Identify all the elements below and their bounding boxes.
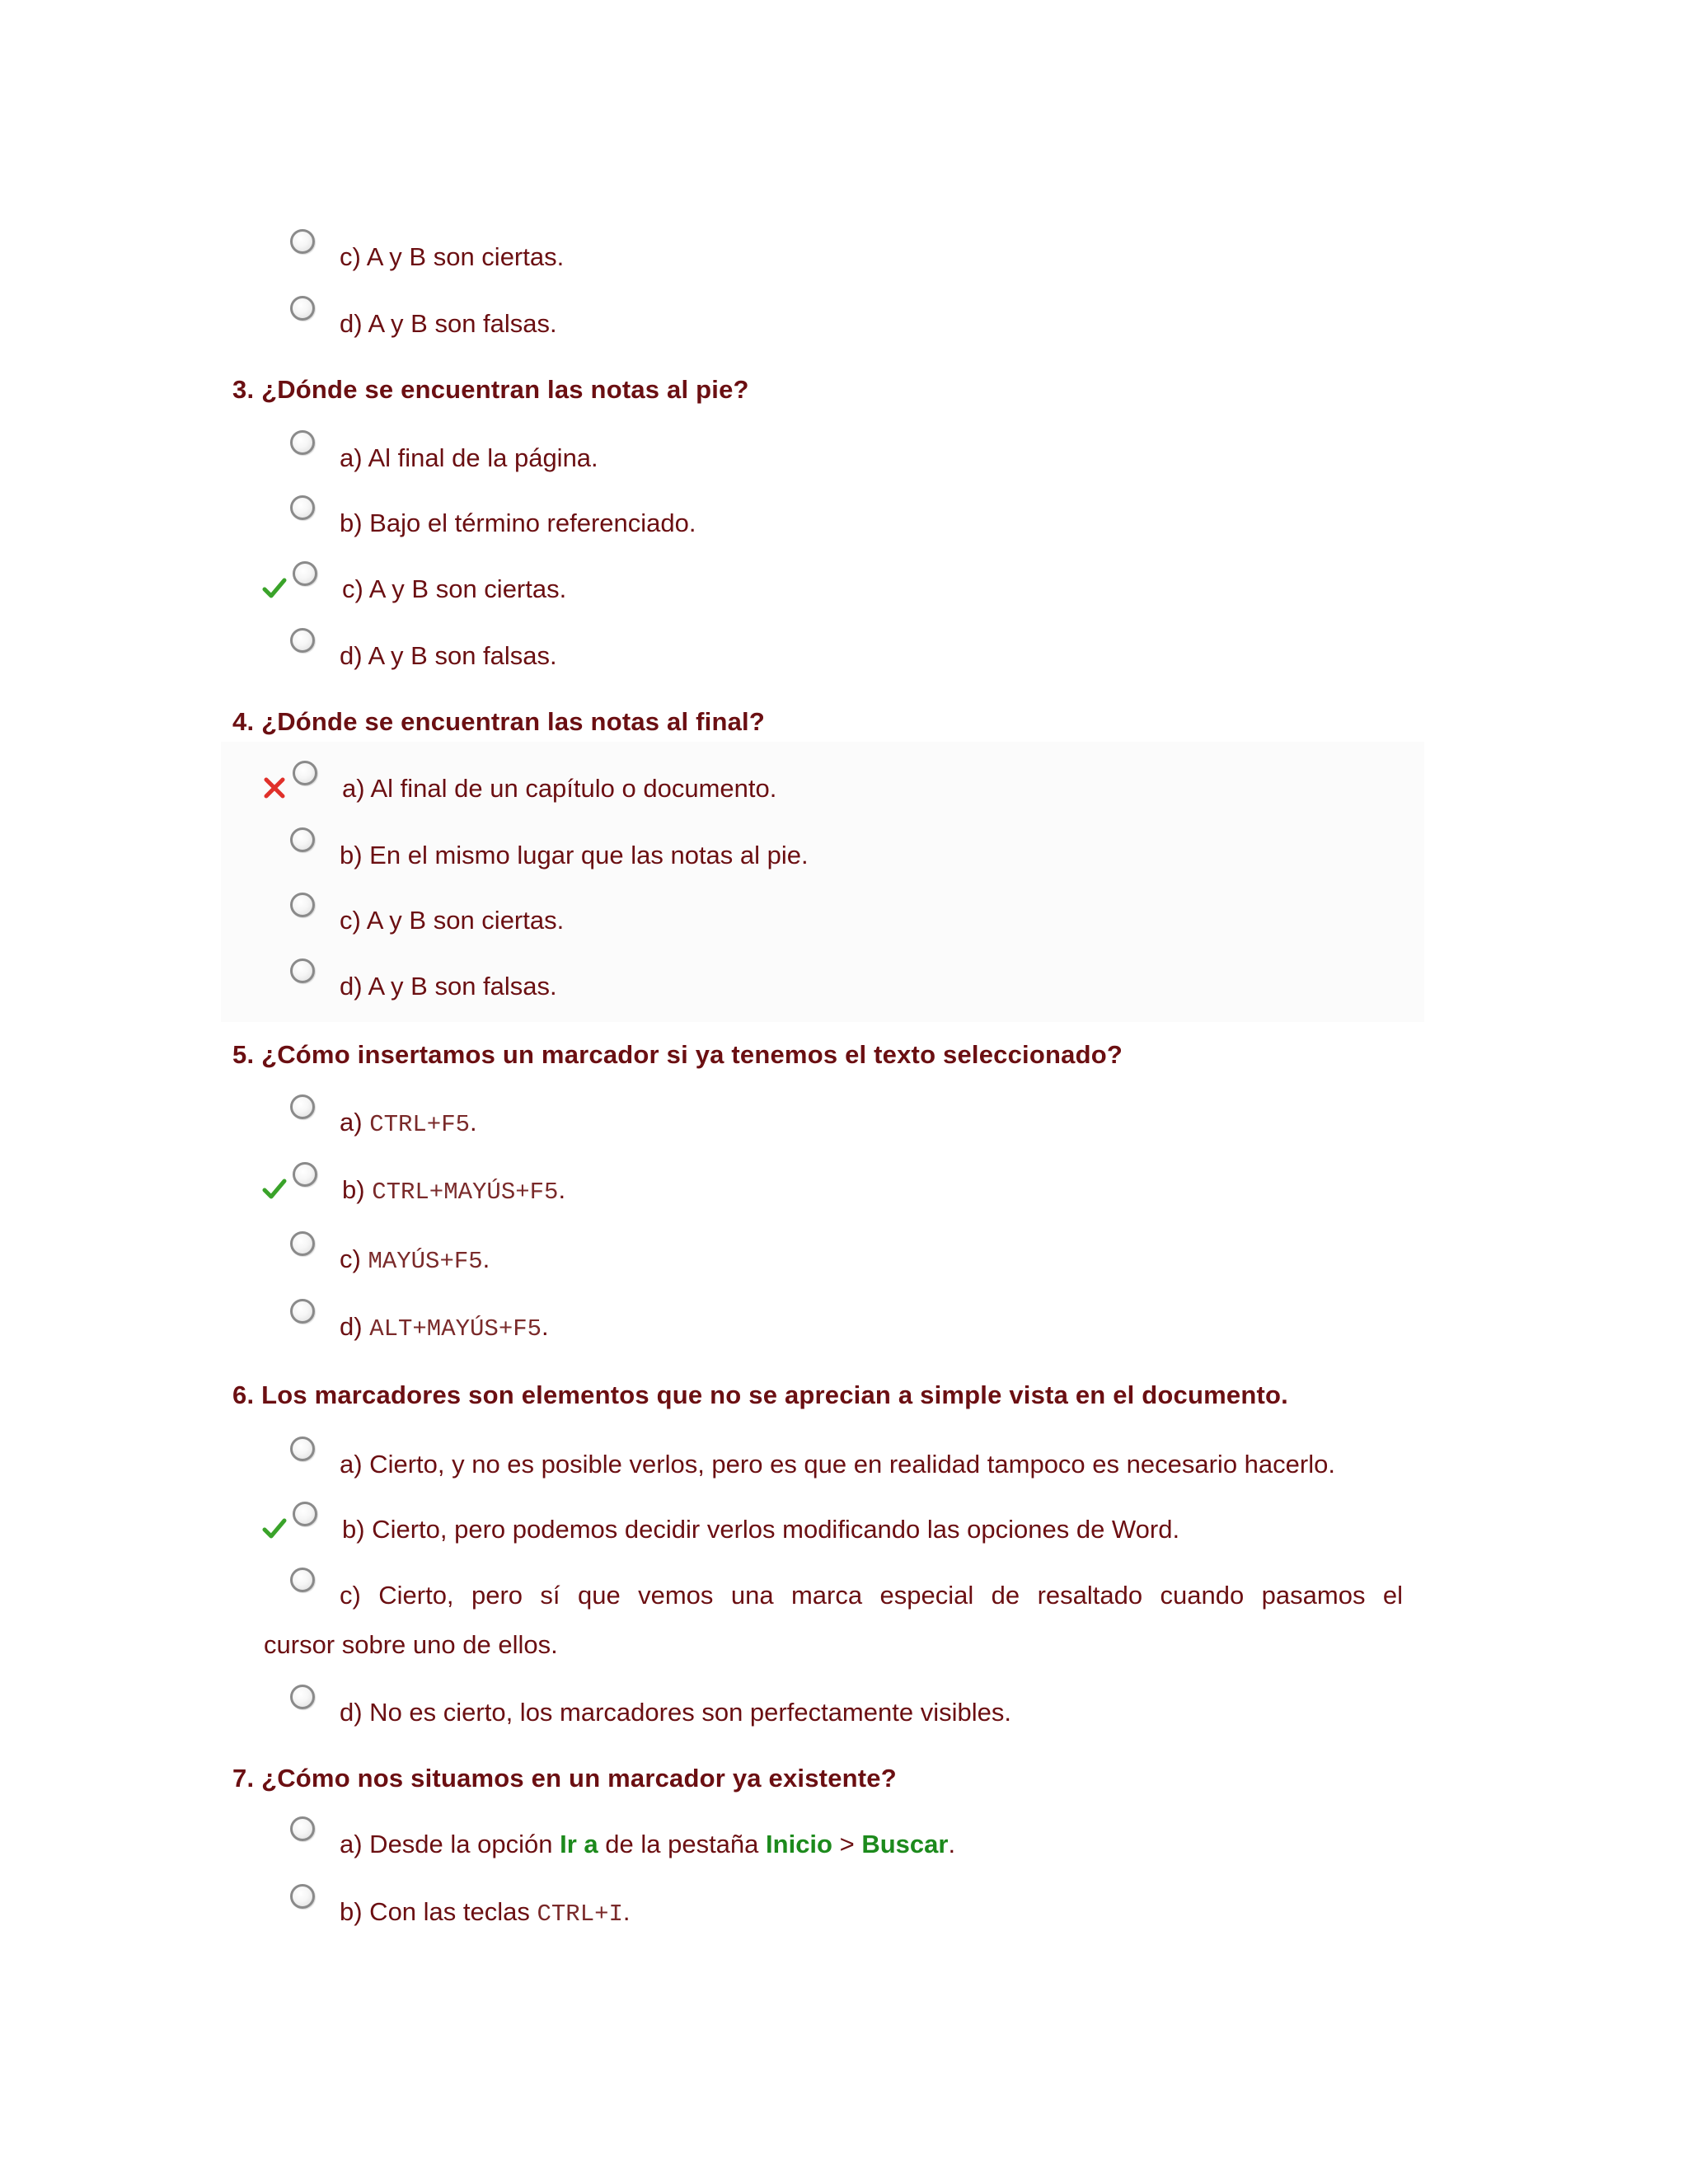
radio-button-icon[interactable] <box>290 1436 315 1461</box>
option-label: b) Bajo el término referenciado. <box>340 509 696 537</box>
option-q4-a[interactable] <box>0 772 1688 838</box>
question-7-title: 7. ¿Cómo nos situamos en un marcador ya existente? <box>232 1764 897 1793</box>
radio-button-icon[interactable] <box>290 1884 315 1909</box>
question-6-title: 6. Los marcadores son elementos que no se aprecian a simple vista en el documento. <box>232 1380 1288 1409</box>
option-suffix: . <box>558 1175 566 1204</box>
option-prefix: a) <box>340 1108 370 1137</box>
option-label: c) A y B son ciertas. <box>342 574 567 603</box>
option-prefix: d) <box>340 1312 370 1341</box>
question-5-title: 5. ¿Cómo insertamos un marcador si ya tenemos el texto seleccionado? <box>232 1040 1123 1069</box>
option-label <box>340 1243 490 1278</box>
option-q6-c[interactable] <box>0 1579 1688 1678</box>
shortcut-code: CTRL+MAYÚS+F5 <box>372 1179 559 1206</box>
option-q2-d[interactable] <box>0 307 1688 373</box>
option-suffix: . <box>470 1108 477 1137</box>
shortcut-code: CTRL+I <box>537 1900 623 1928</box>
radio-button-icon[interactable] <box>290 495 315 520</box>
option-suffix: . <box>542 1312 549 1341</box>
option-label: b) En el mismo lugar que las notas al pie. <box>340 841 809 869</box>
option-q2-c[interactable] <box>0 241 1688 307</box>
option-label: d) A y B son falsas. <box>340 972 557 1001</box>
cross-mark-icon <box>262 776 287 800</box>
radio-button-icon[interactable] <box>290 1299 315 1324</box>
radio-button-icon[interactable] <box>290 229 315 254</box>
option-q5-d[interactable] <box>0 1310 1688 1376</box>
command-buscar: Buscar <box>861 1830 949 1858</box>
check-mark-icon <box>262 1516 287 1541</box>
option-q3-b[interactable] <box>0 507 1688 573</box>
option-label: d) No es cierto, los marcadores son perfectamente visibles. <box>340 1698 1011 1727</box>
option-suffix: . <box>622 1897 631 1926</box>
option-prefix: c) <box>340 1244 368 1273</box>
option-label <box>342 1174 565 1209</box>
option-q6-b[interactable] <box>0 1513 1688 1579</box>
radio-button-icon[interactable] <box>290 1094 315 1119</box>
option-q6-d[interactable] <box>0 1696 1688 1762</box>
option-prefix: b) <box>342 1175 373 1204</box>
check-mark-icon <box>262 1177 287 1202</box>
option-q5-a[interactable] <box>0 1106 1688 1172</box>
option-label <box>340 1106 477 1141</box>
radio-button-icon[interactable] <box>293 1502 317 1526</box>
shortcut-code: CTRL+F5 <box>369 1111 471 1138</box>
shortcut-code: MAYÚS+F5 <box>368 1248 483 1275</box>
option-q6-a[interactable] <box>0 1448 1688 1514</box>
question-3-title: 3. ¿Dónde se encuentran las notas al pie? <box>232 375 749 404</box>
option-text-part: de la pestaña <box>598 1830 767 1858</box>
menu-option-ir-a: Ir a <box>560 1830 598 1858</box>
option-label-continuation: cursor sobre uno de ellos. <box>264 1630 558 1659</box>
radio-button-icon[interactable] <box>290 1568 315 1592</box>
option-q4-b[interactable] <box>0 839 1688 905</box>
option-label: a) Al final de un capítulo o documento. <box>342 774 777 803</box>
radio-button-icon[interactable] <box>290 430 315 455</box>
option-label: c) Cierto, pero sí que vemos una marca especial de resaltado cuando pasamos el <box>340 1581 1403 1610</box>
option-q3-a[interactable] <box>0 442 1688 508</box>
shortcut-code: ALT+MAYÚS+F5 <box>369 1315 542 1343</box>
option-label: b) Cierto, pero podemos decidir verlos modificando las opciones de Word. <box>342 1515 1180 1544</box>
radio-button-icon[interactable] <box>290 296 315 321</box>
option-suffix: . <box>482 1244 490 1273</box>
radio-button-icon[interactable] <box>290 1685 315 1709</box>
option-q3-d[interactable] <box>0 640 1688 705</box>
option-text-part: > <box>832 1830 862 1858</box>
radio-button-icon[interactable] <box>290 827 315 852</box>
option-label <box>340 1896 631 1931</box>
radio-button-icon[interactable] <box>293 761 317 785</box>
option-label: d) A y B son falsas. <box>340 309 557 338</box>
option-prefix: b) Con las teclas <box>340 1897 537 1926</box>
option-label: c) A y B son ciertas. <box>340 906 565 935</box>
option-text-part: a) Desde la opción <box>340 1830 560 1858</box>
tab-name-inicio: Inicio <box>766 1830 832 1858</box>
option-q7-b[interactable] <box>0 1896 1688 1961</box>
radio-button-icon[interactable] <box>293 1162 317 1187</box>
option-q4-c[interactable] <box>0 904 1688 970</box>
option-q5-b[interactable] <box>0 1174 1688 1240</box>
question-4-title: 4. ¿Dónde se encuentran las notas al final? <box>232 707 765 736</box>
option-q4-d[interactable] <box>0 970 1688 1036</box>
option-label: d) A y B son falsas. <box>340 641 557 670</box>
check-mark-icon <box>262 576 287 601</box>
radio-button-icon[interactable] <box>290 628 315 653</box>
option-label <box>340 1828 955 1861</box>
option-q3-c[interactable] <box>0 573 1688 639</box>
radio-button-icon[interactable] <box>290 1816 315 1841</box>
option-q5-c[interactable] <box>0 1243 1688 1309</box>
radio-button-icon[interactable] <box>290 893 315 917</box>
option-q7-a[interactable] <box>0 1828 1688 1894</box>
radio-button-icon[interactable] <box>290 1231 315 1256</box>
option-label <box>340 1310 549 1346</box>
radio-button-icon[interactable] <box>293 561 317 586</box>
option-text-part: . <box>948 1830 956 1858</box>
option-label: a) Al final de la página. <box>340 443 598 472</box>
option-label: c) A y B son ciertas. <box>340 242 565 271</box>
option-label: a) Cierto, y no es posible verlos, pero es que en realidad tampoco es necesario hacerlo. <box>340 1450 1335 1479</box>
radio-button-icon[interactable] <box>290 958 315 983</box>
